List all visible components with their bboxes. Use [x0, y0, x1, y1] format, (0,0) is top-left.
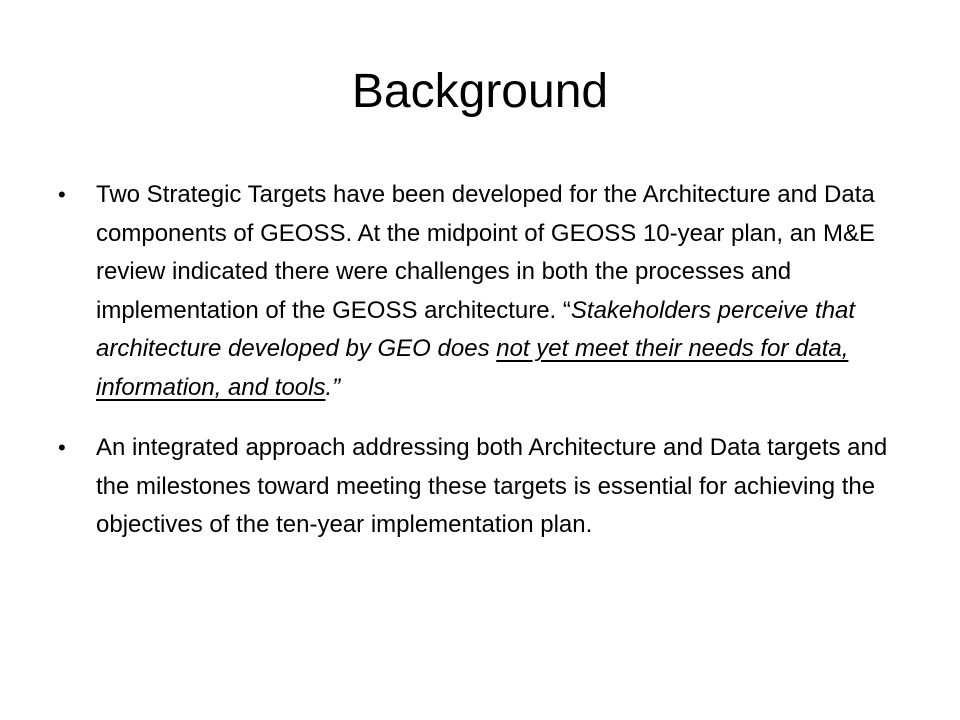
- bullet-list: [56, 176, 912, 567]
- bullet-dot-icon: •: [58, 435, 66, 460]
- bullet-item-integrated-approach: [56, 429, 912, 545]
- quote-italic-text: Stakeholders perceive that architecture developed by GEO does: [96, 296, 856, 362]
- bullet-text: Two Strategic Targets have been developed for the Architecture and Data components of GEOSS. At the midpoint of GEOSS 10-year plan, an M&E review indicated there were challenges in both the processes and implementation of the GEOSS architecture.: [96, 181, 876, 324]
- quote-end: .”: [325, 373, 341, 401]
- bullet-item-strategic-targets: [56, 176, 912, 407]
- slide-title: Background: [351, 65, 609, 118]
- quote-underlined-text: not yet meet their needs for data, information, and tools: [96, 335, 849, 401]
- bullet-text: An integrated approach addressing both Architecture and Data targets and the milestones toward meeting these targets is essential for achieving the objectives of the ten-year implementation plan.: [96, 434, 888, 538]
- bullet-dot-icon: •: [58, 182, 66, 207]
- open-quote: “: [562, 296, 571, 324]
